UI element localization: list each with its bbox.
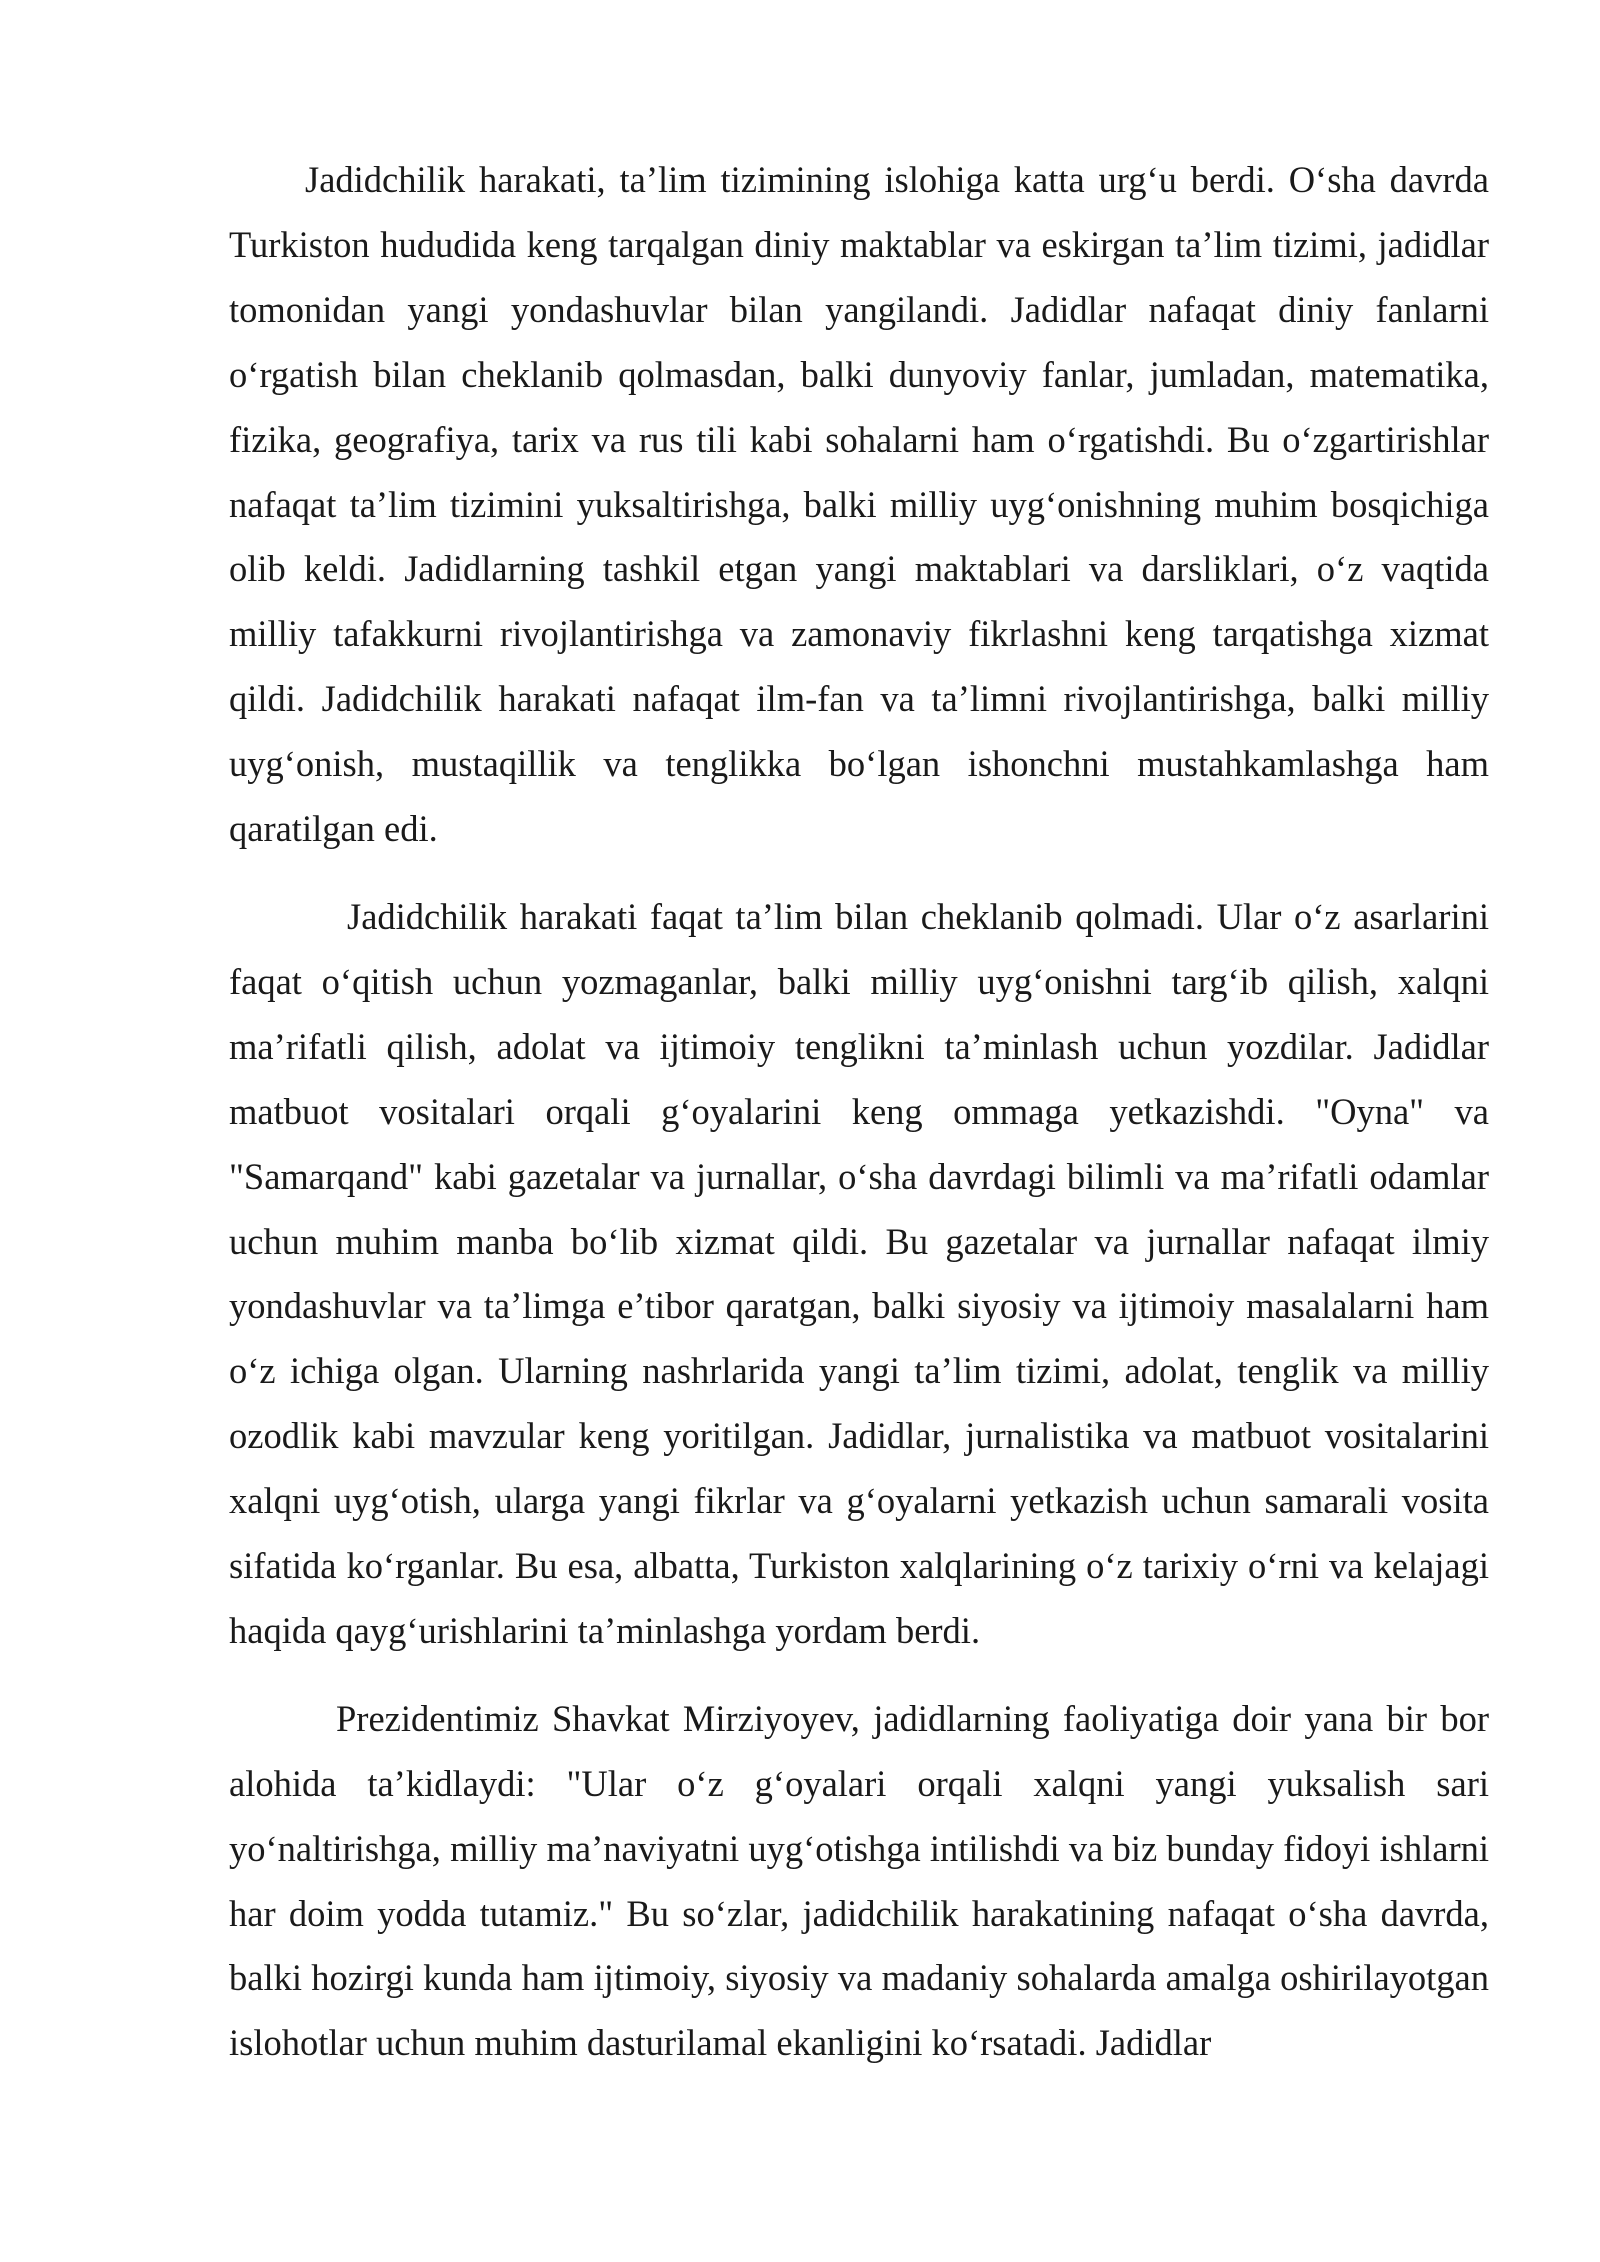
paragraph-president-quote: Prezidentimiz Shavkat Mirziyoyev, jadidlarning faoliyatiga doir yana bir bor alohida ta’kidlaydi: "Ular o‘z g‘oyalari orqali xalqni yangi yuksalish sari yo‘naltirishga, milliy ma’naviyatni uyg‘otishga intilishdi va biz bunday fidoyi ishlarni har doim yodda tutamiz." Bu so‘zlar, jadidchilik harakatining nafaqat o‘sha davrda, balki hozirgi kunda ham ijtimoiy, siyosiy va madaniy sohalarda amalga oshirilayotgan islohotlar uchun muhim dasturilamal ekanligini ko‘rsatadi. Jadidlar: [229, 1697, 1489, 2064]
paragraph-press-and-media: Jadidchilik harakati faqat ta’lim bilan cheklanib qolmadi. Ular o‘z asarlarini faqat o‘qitish uchun yozmaganlar, balki milliy uyg‘onishni targ‘ib qilish, xalqni ma’rifatli qilish, adolat va ijtimoiy tenglikni ta’minlash uchun yozdilar. Jadidlar matbuot vositalari orqali g‘oyalarini keng ommaga yetkazishdi. "Oyna" va "Samarqand" kabi gazetalar va jurnallar, o‘sha davrdagi bilimli va ma’rifatli odamlar uchun muhim manba bo‘lib xizmat qildi. Bu gazetalar va jurnallar nafaqat ilmiy yondashuvlar va ta’limga e’tibor qaratgan, balki siyosiy va ijtimoiy masalalarni ham o‘z ichiga olgan. Ularning nashrlarida yangi ta’lim tizimi, adolat, tenglik va milliy ozodlik kabi mavzular keng yoritilgan. Jadidlar, jurnalistika va matbuot vositalarini xalqni uyg‘otish, ularga yangi fikrlar va g‘oyalarni yetkazish uchun samarali vosita sifatida ko‘rganlar. Bu esa, albatta, Turkiston xalqlarining o‘z tarixiy o‘rni va kelajagi haqida qayg‘urishlarini ta’minlashga yordam berdi.: [229, 895, 1489, 1651]
document-page: [229, 148, 1489, 2076]
paragraph-education-reform: Jadidchilik harakati, ta’lim tizimining islohiga katta urg‘u berdi. O‘sha davrda Turkiston hududida keng tarqalgan diniy maktablar va eskirgan ta’lim tizimi, jadidlar tomonidan yangi yondashuvlar bilan yangilandi. Jadidlar nafaqat diniy fanlarni o‘rgatish bilan cheklanib qolmasdan, balki dunyoviy fanlar, jumladan, matematika, fizika, geografiya, tarix va rus tili kabi sohalarni ham o‘rgatishdi. Bu o‘zgartirishlar nafaqat ta’lim tizimini yuksaltirishga, balki milliy uyg‘onishning muhim bosqichiga olib keldi. Jadidlarning tashkil etgan yangi maktablari va darsliklari, o‘z vaqtida milliy tafakkurni rivojlantirishga va zamonaviy fikrlashni keng tarqatishga xizmat qildi. Jadidchilik harakati nafaqat ilm-fan va ta’limni rivojlantirishga, balki milliy uyg‘onish, mustaqillik va tenglikka bo‘lgan ishonchni mustahkamlashga ham qaratilgan edi.: [229, 159, 1489, 850]
